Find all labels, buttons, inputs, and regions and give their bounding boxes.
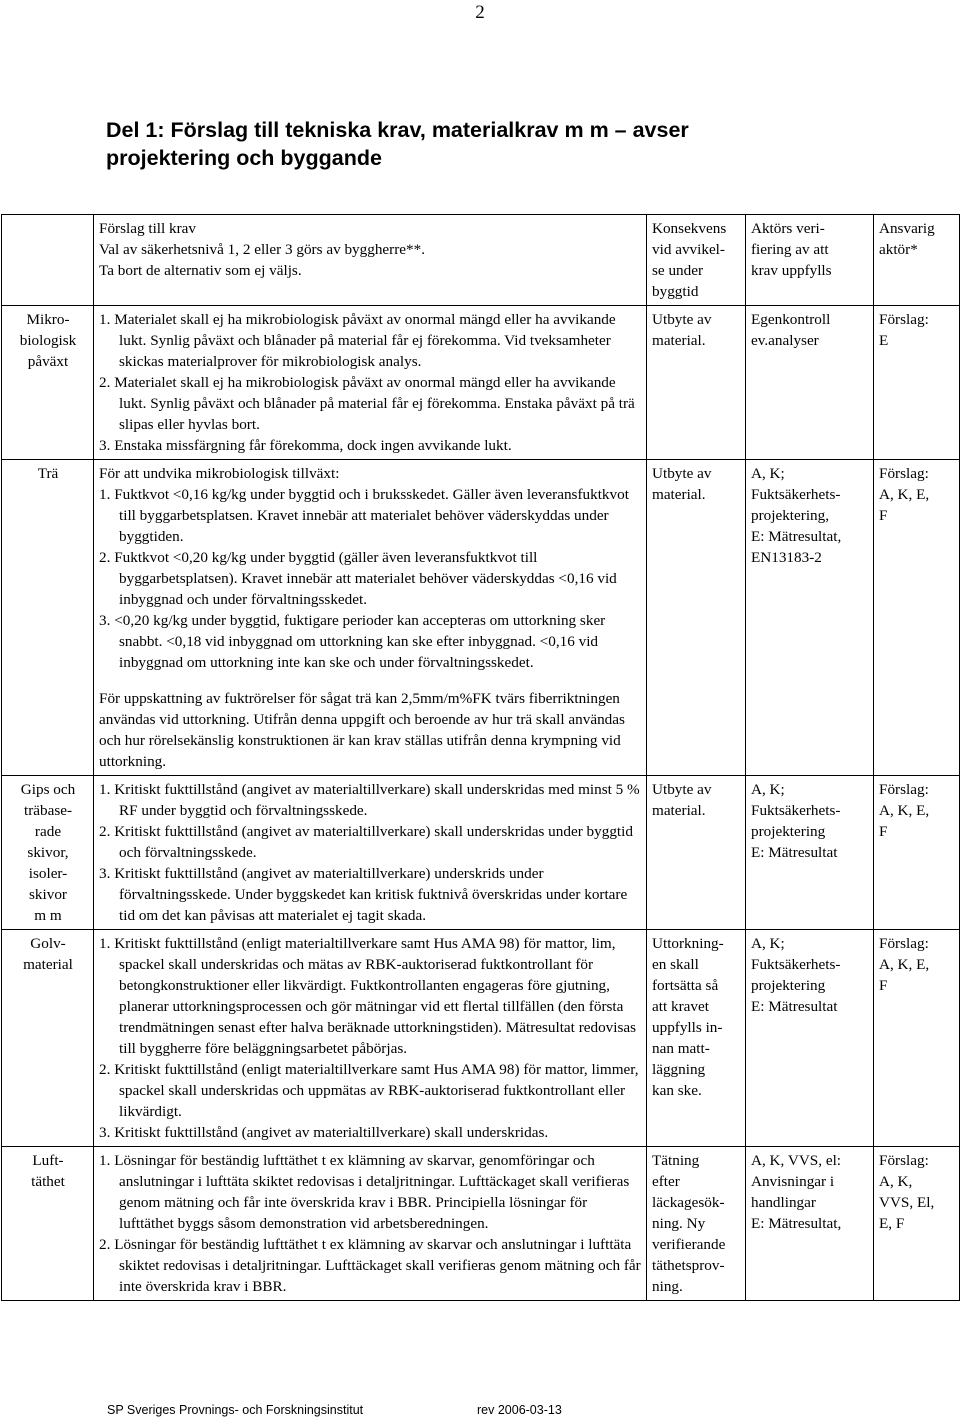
responsible-line: A, K, (879, 1173, 913, 1190)
verification-line: Egenkontroll (751, 311, 831, 328)
category-cell (2, 460, 94, 776)
consequence-line: material. (652, 486, 706, 503)
responsible-line: F (879, 977, 888, 994)
requirement-intro: För att undvika mikrobiologisk tillväxt: (99, 465, 340, 482)
requirement-item: 1. Fuktkvot <0,16 kg/kg under byggtid och i bruksskedet. Gäller även leveransfuktkvot till byggarbetsplatsen. Kravet innebär att materialet behöver väderskyddas under byggtiden. (99, 486, 629, 545)
responsible-line: Förslag: (879, 1152, 929, 1169)
responsible-line: A, K, E, (879, 486, 930, 503)
category-line: Trä (37, 465, 59, 482)
footer-revision: rev 2006-03-13 (477, 1403, 562, 1417)
verification-line: projektering, (751, 507, 830, 524)
requirement-cell (94, 460, 647, 776)
footer-organization: SP Sveriges Provnings- och Forskningsinstitut (107, 1403, 364, 1417)
responsible-cell (874, 460, 960, 776)
responsible-line: A, K, E, (879, 956, 930, 973)
header-responsible-line: Ansvarig (879, 220, 935, 237)
table-row-flooring (2, 930, 960, 1147)
consequence-line: efter (652, 1173, 680, 1190)
header-consequence-line: byggtid (652, 283, 699, 300)
requirement-item: 1. Materialet skall ej ha mikrobiologisk påväxt av onormal mängd eller ha avvikande lukt. Synlig påväxt och blånader på material får ej förekomma. Vid tveksamheter skickas materialprover för mikrobiologisk analys. (99, 311, 616, 370)
verification-cell (746, 1147, 874, 1301)
consequence-line: fortsätta så (652, 977, 719, 994)
table-row-boards (2, 776, 960, 930)
consequence-line: Utbyte av (652, 311, 712, 328)
header-consequence-cell (647, 215, 746, 306)
consequence-line: att kravet (652, 998, 709, 1015)
requirement-item: 3. Enstaka missfärgning får förekomma, dock ingen avvikande lukt. (99, 437, 512, 454)
consequence-line: Utbyte av (652, 465, 712, 482)
responsible-line: VVS, El, (879, 1194, 935, 1211)
verification-line: handlingar (751, 1194, 816, 1211)
category-line: skivor (29, 886, 67, 903)
header-verification-cell (746, 215, 874, 306)
consequence-line: material. (652, 802, 706, 819)
header-responsible-line: aktör* (879, 241, 918, 258)
responsible-line: E (879, 332, 889, 349)
responsible-line: Förslag: (879, 311, 929, 328)
verification-line: A, K; (751, 781, 785, 798)
consequence-line: kan ske. (652, 1082, 702, 1099)
category-cell (2, 776, 94, 930)
verification-line: A, K; (751, 935, 785, 952)
requirement-cell (94, 930, 647, 1147)
consequence-line: en skall (652, 956, 699, 973)
category-line: Gips och (20, 781, 76, 798)
category-cell (2, 1147, 94, 1301)
category-line: påväxt (27, 353, 69, 370)
category-line: biologisk (19, 332, 77, 349)
responsible-line: E, F (879, 1215, 905, 1232)
page-number: 2 (475, 2, 485, 23)
heading-line-1: Del 1: Förslag till tekniska krav, materialkrav m m – avser (106, 118, 689, 142)
responsible-line: Förslag: (879, 935, 929, 952)
page-heading (106, 116, 926, 172)
category-line: rade (34, 823, 62, 840)
requirement-item: 1. Kritiskt fukttillstånd (angivet av materialtillverkare) skall underskridas med minst 5 % RF under byggtid och förvaltningsskede. (99, 781, 640, 819)
header-requirement-line: Val av säkerhetsnivå 1, 2 eller 3 görs av byggherre**. (99, 241, 426, 258)
consequence-line: Utbyte av (652, 781, 712, 798)
verification-cell (746, 776, 874, 930)
requirement-note: För uppskattning av fuktrörelser för sågat trä kan 2,5mm/m%FK tvärs fiberriktningen användas vid uttorkning. Utifrån denna uppgift och beroende av hur trä skall användas och hur rörelsekänslig konstruktionen är kan krav ställas utifrån denna krympning vid uttorkning. (99, 690, 625, 770)
verification-line: projektering (751, 977, 826, 994)
requirement-cell (94, 776, 647, 930)
table-row-airtightness (2, 1147, 960, 1301)
requirement-item: 2. Kritiskt fukttillstånd (enligt materialtillverkare samt Hus AMA 98) för mattor, limmer, spackel skall underskridas och uppmätas av RBK-auktoriserad fuktkontrollant eller likvärdigt. (99, 1061, 639, 1120)
verification-line: E: Mätresultat (751, 998, 838, 1015)
verification-cell (746, 306, 874, 460)
header-responsible-cell (874, 215, 960, 306)
verification-line: Fuktsäkerhets- (751, 802, 841, 819)
consequence-cell (647, 930, 746, 1147)
category-line: skivor, (27, 844, 69, 861)
category-line: m m (34, 907, 62, 924)
verification-line: projektering (751, 823, 826, 840)
requirement-item: 2. Fuktkvot <0,20 kg/kg under byggtid (gäller även leveransfuktkvot till byggarbetsplatsen). Kravet innebär att materialet behöver väderskyddas <0,16 vid inbyggnad och under förvaltningsskedet. (99, 549, 617, 608)
requirement-cell (94, 1147, 647, 1301)
consequence-cell (647, 460, 746, 776)
requirement-item: 3. Kritiskt fukttillstånd (angivet av materialtillverkare) skall underskridas. (99, 1124, 549, 1141)
requirement-item: 2. Kritiskt fukttillstånd (angivet av materialtillverkare) skall underskridas under byggtid och förvaltningsskede. (99, 823, 633, 861)
responsible-cell (874, 930, 960, 1147)
header-requirement-line: Förslag till krav (99, 220, 197, 237)
requirement-item: 1. Kritiskt fukttillstånd (enligt materialtillverkare samt Hus AMA 98) för mattor, lim, spackel skall underskridas och mätas av RBK-auktoriserad fuktkontrollant för betongkonstruktioner eller likvärdigt. Fuktkontrollanten engageras före gjutning, planerar uttorkningsprocessen och gör mätningar vid ett flertal tillfällen (den första trendmätningen senast efter halva beräknade uttorkningstiden). Mätresultat redovisas till byggherre före beläggningsarbetet påbörjas. (99, 935, 637, 1057)
category-cell (2, 306, 94, 460)
consequence-cell (647, 776, 746, 930)
consequence-cell (647, 306, 746, 460)
consequence-line: nan matt- (652, 1040, 710, 1057)
consequence-cell (647, 1147, 746, 1301)
verification-line: E: Mätresultat (751, 844, 838, 861)
consequence-line: material. (652, 332, 706, 349)
heading-line-2: projektering och byggande (106, 146, 382, 170)
requirement-item: 2. Materialet skall ej ha mikrobiologisk påväxt av onormal mängd eller ha avvikande lukt. Synlig påväxt och blånader på material får ej förekomma. Enstaka påväxt på trä slipas eller hyvlas bort. (99, 374, 635, 433)
verification-line: E: Mätresultat, (751, 1215, 842, 1232)
header-verification-line: Aktörs veri- (751, 220, 825, 237)
requirement-item: 1. Lösningar för beständig lufttäthet t ex klämning av skarvar, genomföringar och anslutningar i lufttäta skiktet redovisas i detaljritningar. Lufttäckaget skall verifieras genom mätning och får inte överskrida krav i BBR. Principiella lösningar för lufttäthet byggs såsom demonstration vid arbetsberedningen. (99, 1152, 630, 1232)
responsible-line: Förslag: (879, 465, 929, 482)
verification-cell (746, 930, 874, 1147)
verification-line: ev.analyser (751, 332, 819, 349)
header-consequence-line: se under (652, 262, 704, 279)
requirement-item: 3. Kritiskt fukttillstånd (angivet av materialtillverkare) underskrids under förvaltningsskede. Under byggskedet kan kritisk fuktnivå överskridas under kortare tid om det kan påvisas att materialet ej tagit skada. (99, 865, 628, 924)
responsible-cell (874, 1147, 960, 1301)
category-line: material (23, 956, 73, 973)
category-line: träbase- (23, 802, 73, 819)
consequence-line: Tätning (652, 1152, 700, 1169)
consequence-line: ning. (652, 1278, 683, 1295)
table-row-wood (2, 460, 960, 776)
verification-line: E: Mätresultat, (751, 528, 842, 545)
responsible-cell (874, 306, 960, 460)
consequence-line: täthetsprov- (652, 1257, 725, 1274)
responsible-line: Förslag: (879, 781, 929, 798)
category-cell (2, 930, 94, 1147)
table-row-microbiological-growth (2, 306, 960, 460)
header-consequence-line: Konsekvens (652, 220, 727, 237)
consequence-line: uppfylls in- (652, 1019, 723, 1036)
consequence-line: Uttorkning- (652, 935, 724, 952)
verification-line: A, K; (751, 465, 785, 482)
requirement-item: 3. <0,20 kg/kg under byggtid, fuktigare perioder kan accepteras om uttorkning sker snabbt. <0,18 vid inbyggnad om uttorkning kan ske efter inbyggnad. <0,16 vid inbyggnad om uttorkning inte kan ske och under förvaltningsskedet. (99, 612, 606, 671)
category-line: Mikro- (26, 311, 70, 328)
category-line: täthet (31, 1173, 65, 1190)
category-line: isoler- (28, 865, 68, 882)
consequence-line: ning. Ny (652, 1215, 706, 1232)
verification-line: Fuktsäkerhets- (751, 956, 841, 973)
header-consequence-line: vid avvikel- (652, 241, 725, 258)
requirement-item: 2. Lösningar för beständig lufttäthet t ex klämning av skarvar och anslutningar i lufttäta skiktet redovisas i detaljritningar. Lufttäckaget skall verifieras genom mätning och får inte överskrida krav i BBR. (99, 1236, 641, 1295)
requirements-table (1, 214, 960, 1301)
responsible-line: A, K, E, (879, 802, 930, 819)
header-category-cell (2, 215, 94, 306)
responsible-line: F (879, 823, 888, 840)
header-requirement-cell (94, 215, 647, 306)
responsible-line: F (879, 507, 888, 524)
header-verification-line: fiering av att (751, 241, 829, 258)
consequence-line: läckagesök- (652, 1194, 725, 1211)
verification-line: A, K, VVS, el: (751, 1152, 842, 1169)
category-line: Luft- (32, 1152, 64, 1169)
category-line: Golv- (30, 935, 66, 952)
header-requirement-line: Ta bort de alternativ som ej väljs. (99, 262, 302, 279)
consequence-line: verifierande (652, 1236, 726, 1253)
verification-line: Fuktsäkerhets- (751, 486, 841, 503)
header-verification-line: krav uppfylls (751, 262, 832, 279)
table-header-row (2, 215, 960, 306)
responsible-cell (874, 776, 960, 930)
verification-cell (746, 460, 874, 776)
consequence-line: läggning (652, 1061, 706, 1078)
verification-line: Anvisningar i (751, 1173, 835, 1190)
verification-line: EN13183-2 (751, 549, 822, 566)
requirement-cell (94, 306, 647, 460)
